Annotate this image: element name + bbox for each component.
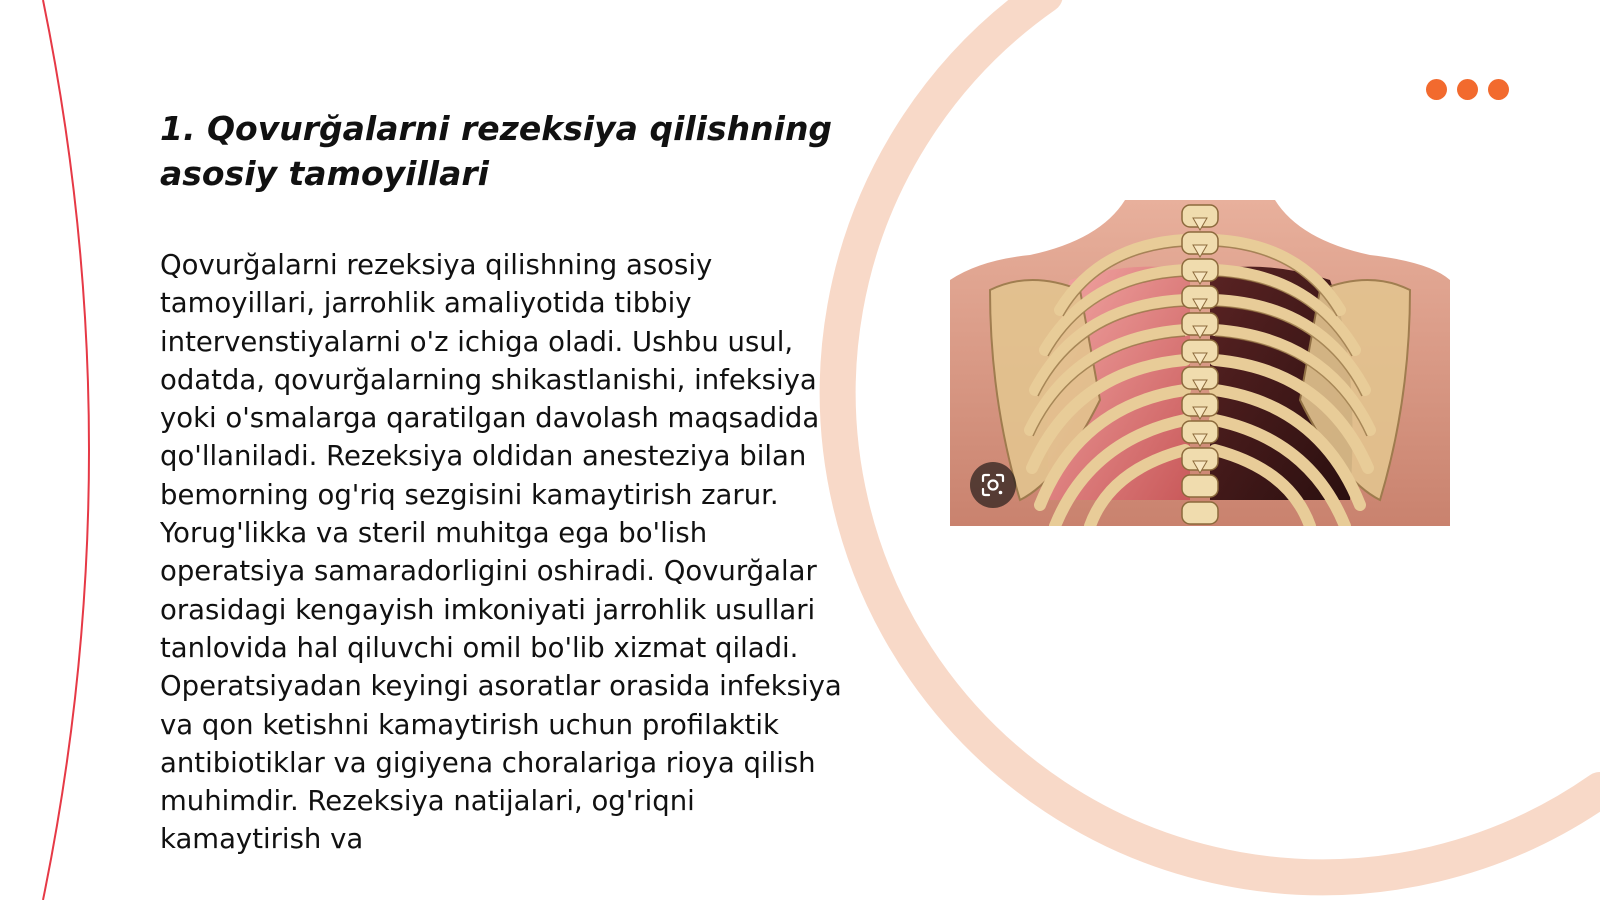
dot [1457, 79, 1478, 100]
lens-search-button[interactable] [970, 462, 1016, 508]
dot [1426, 79, 1447, 100]
ribcage-illustration [950, 200, 1450, 526]
lens-search-icon [980, 472, 1006, 498]
left-red-curve [43, 0, 89, 900]
decorative-dots [1426, 79, 1509, 100]
slide-body-text: Qovurğalarni rezeksiya qilishning asosiy tamoyillari, jarrohlik amaliyotida tibbiy intervenstiyalarni o'z ichiga oladi. Ushbu usul, odatda, qovurğalarning shikastlanishi, infeksiya yoki o'smalarga qaratilgan davolash maqsadida qo'llaniladi. Rezeksiya oldidan anesteziya bilan bemorning og'riq sezgisini kamaytirish zarur. Yorug'likka va steril muhitga ega bo'lish operatsiya samaradorligini oshiradi. Qovurğalar orasidagi kengayish imkoniyati jarrohlik usullari tanlovida hal qiluvchi omil bo'lib xizmat qiladi. Operatsiyadan keyingi asoratlar orasida infeksiya va qon ketishni kamaytirish uchun profilaktik antibiotiklar va gigiyena choralariga rioya qilish muhimdir. Rezeksiya natijalari, og'riqni kamaytirish va [160, 249, 842, 856]
slide-title: 1. Qovurğalarni rezeksiya qilishning asosiy tamoyillari [160, 109, 833, 193]
dot [1488, 79, 1509, 100]
